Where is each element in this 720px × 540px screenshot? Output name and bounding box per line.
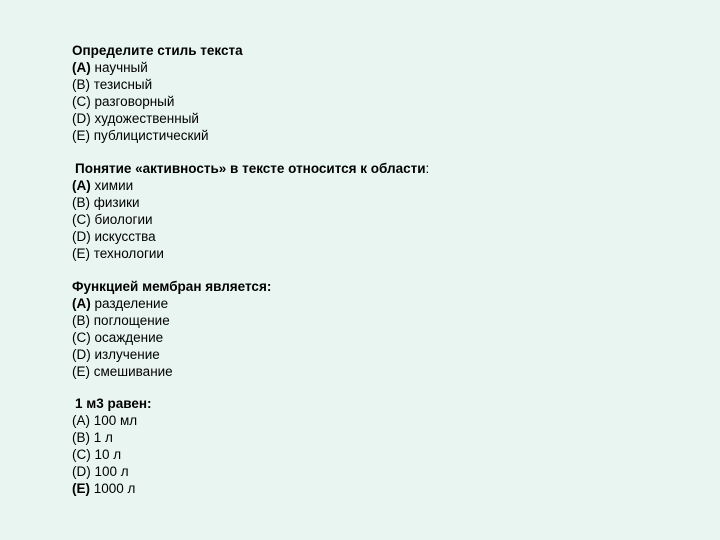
answer-option-e — [72, 363, 271, 380]
option-text: разговорный — [90, 94, 175, 109]
question-title-text: Определите стиль текста — [72, 43, 243, 58]
question-2 — [72, 160, 429, 262]
question-title-text: Функцией мембран является: — [72, 279, 272, 294]
question-title — [72, 160, 429, 177]
answer-option-a — [72, 59, 243, 76]
option-letter: (D) — [72, 464, 91, 479]
answer-option-c — [72, 446, 152, 463]
option-letter: (B) — [72, 313, 90, 328]
option-text: 1000 л — [90, 481, 136, 496]
question-4 — [72, 395, 152, 497]
answer-option-c — [72, 329, 271, 346]
answer-option-d — [72, 346, 271, 363]
option-letter: (D) — [72, 111, 91, 126]
option-text: научный — [90, 60, 148, 75]
option-letter: (E) — [72, 128, 90, 143]
answer-option-a — [72, 295, 271, 312]
question-title-text: Понятие «активность» в тексте относится к области — [75, 161, 426, 176]
question-title-text: 1 м3 равен: — [75, 396, 152, 411]
option-letter: (C) — [72, 212, 91, 227]
option-letter: (B) — [72, 77, 90, 92]
option-letter: (B) — [72, 195, 90, 210]
question-3 — [72, 278, 271, 380]
option-letter: (C) — [72, 447, 91, 462]
answer-option-b — [72, 312, 271, 329]
option-text: искусства — [90, 229, 156, 244]
option-text: 100 л — [90, 464, 129, 479]
option-letter: (E) — [72, 364, 90, 379]
option-text: технологии — [90, 246, 164, 261]
option-letter: (D) — [72, 347, 91, 362]
option-letter: (E) — [72, 481, 90, 496]
answer-option-c — [72, 93, 243, 110]
question-title-suffix: : — [425, 161, 430, 176]
option-text: биологии — [90, 212, 153, 227]
option-letter: (A) — [72, 178, 91, 193]
answer-option-b — [72, 76, 243, 93]
option-text: 1 л — [90, 430, 113, 445]
option-text: 100 мл — [90, 413, 138, 428]
question-title — [72, 395, 152, 412]
option-text: осаждение — [90, 330, 164, 345]
option-letter: (E) — [72, 246, 90, 261]
option-letter: (A) — [72, 413, 90, 428]
answer-option-b — [72, 194, 429, 211]
option-letter: (B) — [72, 430, 90, 445]
option-text: излучение — [90, 347, 160, 362]
question-title — [72, 42, 243, 59]
question-title — [72, 278, 271, 295]
answer-option-d — [72, 463, 152, 480]
option-text: публицистический — [90, 128, 209, 143]
option-text: 10 л — [90, 447, 122, 462]
option-letter: (A) — [72, 60, 91, 75]
answer-option-a — [72, 412, 152, 429]
option-text: химии — [90, 178, 134, 193]
answer-option-e — [72, 245, 429, 262]
answer-option-a — [72, 177, 429, 194]
option-text: тезисный — [90, 77, 153, 92]
option-text: художественный — [90, 111, 199, 126]
question-1 — [72, 42, 243, 144]
option-text: физики — [90, 195, 140, 210]
answer-option-d — [72, 110, 243, 127]
answer-option-c — [72, 211, 429, 228]
answer-option-b — [72, 429, 152, 446]
answer-option-d — [72, 228, 429, 245]
option-letter: (A) — [72, 296, 91, 311]
option-letter: (D) — [72, 229, 91, 244]
option-letter: (C) — [72, 94, 91, 109]
answer-option-e — [72, 480, 152, 497]
option-letter: (C) — [72, 330, 91, 345]
option-text: разделение — [90, 296, 169, 311]
option-text: смешивание — [90, 364, 173, 379]
option-text: поглощение — [90, 313, 170, 328]
answer-option-e — [72, 127, 243, 144]
